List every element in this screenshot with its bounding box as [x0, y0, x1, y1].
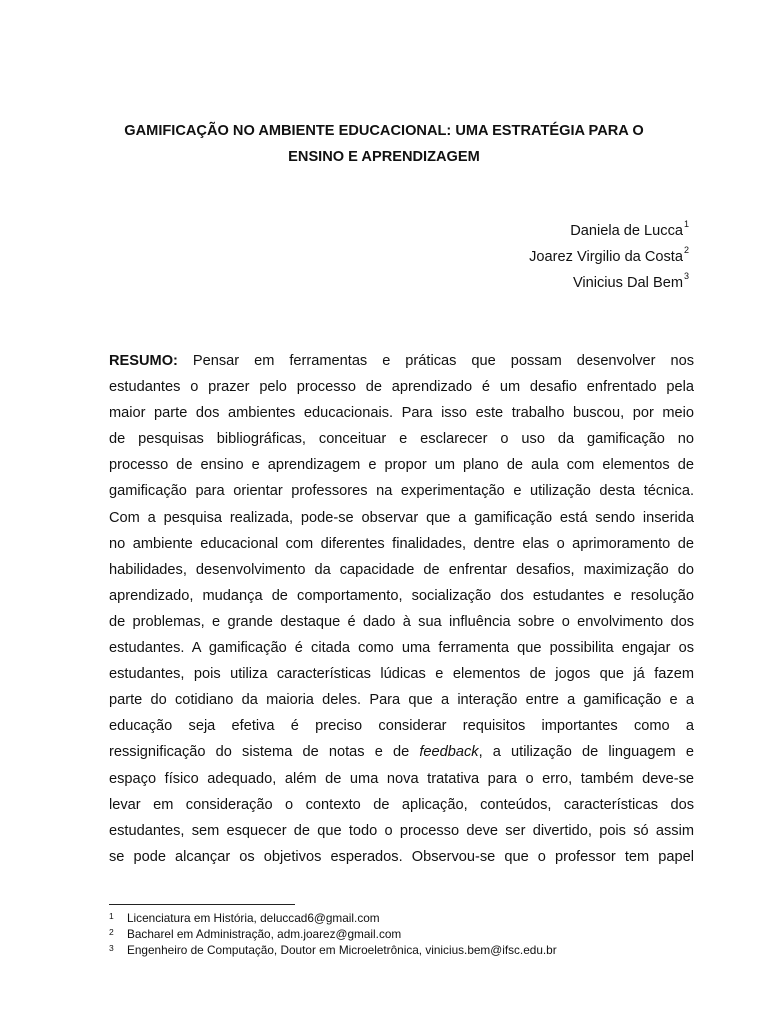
abstract-line: de problemas, e grande destaque é dado à sua influência sobre o envolvimento dos [109, 613, 694, 630]
abstract-line: educação seja efetiva é preciso considerar requisitos importantes como a [109, 718, 694, 735]
footnote [109, 942, 557, 958]
footnotes [109, 910, 557, 958]
abstract-label: RESUMO: [109, 353, 178, 369]
abstract-line [109, 739, 694, 765]
footnote-text: Engenheiro de Computação, Doutor em Microeletrônica, vinicius.bem@ifsc.edu.br [127, 943, 557, 957]
footnote-ref: 2 [683, 245, 689, 255]
abstract-line: estudantes. A gamificação é citada como uma ferramenta que possibilita engajar os [109, 640, 694, 657]
abstract-line: processo de ensino e aprendizagem e propor um plano de aula com elementos de [109, 457, 694, 474]
abstract-line: estudantes, sem esquecer de que todo o processo deve ser divertido, pois só assim [109, 822, 694, 839]
footnote-number: 2 [109, 927, 114, 937]
author-name: Vinicius Dal Bem [572, 275, 683, 291]
abstract-text: ressignificação do sistema de notas e de [109, 744, 420, 761]
abstract-line: se pode alcançar os objetivos esperados. Observou-se que o professor tem papel [109, 848, 694, 865]
abstract-line [109, 348, 694, 374]
author [529, 218, 689, 244]
title-line-1: GAMIFICAÇÃO NO AMBIENTE EDUCACIONAL: UMA ESTRATÉGIA PARA O [124, 123, 644, 139]
footnote-divider [109, 904, 295, 905]
footnote-ref: 1 [683, 219, 689, 229]
abstract-line: habilidades, desenvolvimento da capacidade de enfrentar desafios, maximização do [109, 561, 694, 578]
footnote-ref: 3 [683, 271, 689, 281]
author [529, 270, 689, 296]
abstract-line: parte do cotidiano da maioria deles. Para que a interação entre a gamificação e a [109, 692, 694, 709]
abstract-text: Pensar em ferramentas e práticas que possam desenvolver nos [177, 353, 694, 369]
author [529, 244, 689, 270]
abstract-line: aprendizado, mudança de comportamento, socialização dos estudantes e resolução [109, 587, 694, 604]
footnote-text: Bacharel em Administração, adm.joarez@gmail.com [127, 927, 402, 941]
abstract-line: levar em consideração o contexto de aplicação, conteúdos, características dos [109, 796, 694, 813]
abstract-line: de pesquisas bibliográficas, conceituar e esclarecer o uso da gamificação no [109, 431, 694, 448]
abstract-line: Com a pesquisa realizada, pode-se observar que a gamificação está sendo inserida [109, 509, 694, 526]
footnote-number: 3 [109, 943, 114, 953]
footnote-number: 1 [109, 911, 114, 921]
abstract-line: estudantes o prazer pelo processo de aprendizado é um desafio enfrentado pela [109, 379, 694, 396]
title-line-2: ENSINO E APRENDIZAGEM [288, 149, 480, 165]
footnote [109, 910, 557, 926]
abstract-line: maior parte dos ambientes educacionais. Para isso este trabalho buscou, por meio [109, 405, 694, 422]
author-name: Joarez Virgilio da Costa [529, 249, 683, 265]
paper-title [80, 118, 688, 170]
abstract-italic-term: feedback [419, 744, 479, 761]
abstract-line: estudantes, pois utiliza características lúdicas e elementos de jogos que já fazem [109, 666, 694, 683]
abstract-line: gamificação para orientar professores na experimentação e utilização desta técnica. [109, 483, 694, 500]
abstract-text: , a utilização de linguagem e [478, 744, 694, 761]
abstract-line: no ambiente educacional com diferentes finalidades, dentre elas o aprimoramento de [109, 535, 694, 552]
abstract-line: espaço físico adequado, além de uma nova tratativa para o erro, também deve-se [109, 770, 694, 787]
footnote-text: Licenciatura em História, deluccad6@gmail.com [127, 911, 380, 925]
footnote [109, 926, 557, 942]
abstract [109, 348, 694, 870]
author-name: Daniela de Lucca [570, 223, 683, 239]
author-list [529, 218, 689, 296]
